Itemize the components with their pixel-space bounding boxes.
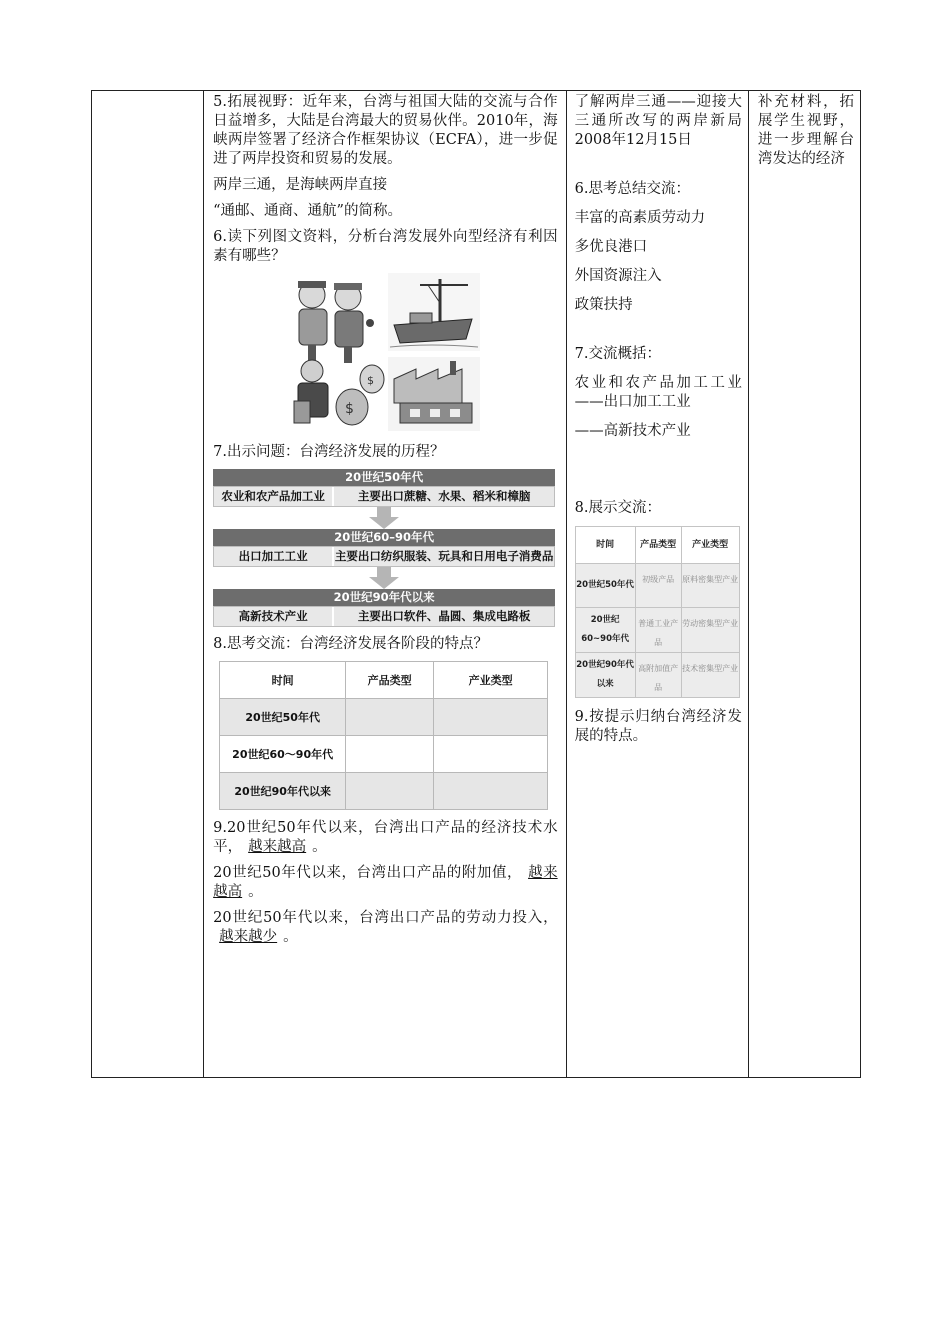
stage-cell-empty — [346, 699, 434, 736]
summary-header-time: 时间 — [575, 527, 635, 564]
history-era-2: 20世纪60–90年代 — [213, 529, 555, 546]
taiwan-factors-illustration — [290, 273, 480, 433]
down-arrow-icon — [213, 507, 555, 529]
p9a-paragraph — [213, 819, 557, 857]
history-row-1 — [213, 486, 555, 507]
p9b-end: 。 — [248, 884, 263, 900]
stage-header-industry: 产业类型 — [434, 662, 548, 699]
stage-row-label: 20世纪50年代 — [220, 699, 346, 736]
history-row-2 — [213, 546, 555, 567]
summary-industry-cell: 原料密集型产业 — [681, 564, 739, 608]
summary-product-cell: 初级产品 — [635, 564, 681, 608]
p9a-end: 。 — [312, 839, 327, 855]
summary-header-industry: 产业类型 — [681, 527, 739, 564]
history-industry-2: 出口加工工业 — [214, 547, 334, 566]
summary-row-label: 20世纪60~90年代 — [575, 608, 635, 653]
summary-industry-cell: 技术密集型产业 — [681, 653, 739, 698]
history-exports-2: 主要出口纺织服装、玩具和日用电子消费品 — [334, 549, 554, 563]
stage-header-time: 时间 — [220, 662, 346, 699]
p9a-text: 9.20世纪50年代以来，台湾出口产品的经济技术水平， — [213, 820, 558, 855]
history-industry-3: 高新技术产业 — [214, 607, 334, 626]
lesson-plan-table — [91, 90, 861, 1078]
stage-header-product: 产品类型 — [346, 662, 434, 699]
summary-row-label: 20世纪50年代 — [575, 564, 635, 608]
santong-line-2: “通邮、通商、通航”的简称。 — [213, 203, 402, 219]
stage-row-label: 20世纪90年代以来 — [220, 773, 346, 810]
p9c-paragraph — [213, 909, 557, 947]
p9c-answer: 越来越少 — [219, 929, 278, 945]
history-exports-3: 主要出口软件、晶圆、集成电路板 — [357, 609, 531, 623]
p9a-answer: 越来越高 — [248, 839, 307, 855]
summary-product-cell: 高附加值产品 — [635, 653, 681, 698]
p9c-text: 20世纪50年代以来，台湾出口产品的劳动力投入， — [213, 910, 558, 926]
factor-item: 外国资源注入 — [574, 268, 662, 284]
p9b-text: 20世纪50年代以来，台湾出口产品的附加值， — [213, 865, 523, 881]
stage-cell-empty — [346, 773, 434, 810]
down-arrow-icon — [213, 567, 555, 589]
history-era-3: 20世纪90年代以来 — [213, 589, 555, 606]
design-intent-text: 补充材料，拓展学生视野，进一步理解台湾发达的经济 — [757, 94, 854, 167]
port-ship-figure — [388, 273, 480, 351]
stage-table — [219, 661, 548, 810]
factor-item: 政策扶持 — [574, 297, 633, 313]
intro-paragraph: 了解两岸三通——迎接大三通所改写的两岸新局 2008年12月15日 — [574, 94, 742, 148]
p9c-end: 。 — [283, 929, 298, 945]
p5-paragraph: 5.拓展视野：近年来，台湾与祖国大陆的交流与合作日益增多，大陆是台湾最大的贸易伙伴。2010年，海峡两岸签署了经济合作框架协议（ECFA），进一步促进了两岸投资和贸易的发展。 — [213, 94, 558, 167]
history-chart — [213, 469, 555, 627]
history-exports-1: 主要出口蔗糖、水果、稻米和樟脑 — [357, 489, 531, 503]
factory-figure — [388, 357, 480, 431]
summary-product-cell: 普通工业产品 — [635, 608, 681, 653]
factor-item: 丰富的高素质劳动力 — [574, 210, 706, 226]
stage-cell-empty — [434, 699, 548, 736]
summary-row-label: 20世纪90年代以来 — [575, 653, 635, 698]
santong-line-1: 两岸三通，是海峡两岸直接 — [213, 177, 388, 193]
money-bags-figure — [294, 360, 384, 425]
blank-column-cell — [92, 91, 204, 1078]
stage-cell-empty — [434, 736, 548, 773]
summary-industry-cell: 劳动密集型产业 — [681, 608, 739, 653]
p9b-paragraph — [213, 864, 557, 902]
factor-item: 多优良港口 — [574, 239, 648, 255]
svg-text:$: $ — [367, 374, 375, 387]
history-industry-1: 农业和农产品加工业 — [214, 487, 334, 506]
stage-cell-empty — [434, 773, 548, 810]
p8-paragraph: 8.思考交流：台湾经济发展各阶段的特点？ — [213, 636, 488, 652]
h7-heading: 7.交流概括： — [574, 346, 661, 362]
p9b-answer: 越来越高 — [213, 865, 558, 900]
summary-line-1: 农业和农产品加工工业——出口加工工业 — [574, 375, 742, 410]
summary-table — [575, 526, 740, 698]
student-activity-cell — [566, 91, 748, 1078]
p7-paragraph: 7.出示问题：台湾经济发展的历程？ — [213, 444, 445, 460]
history-era-1: 20世纪50年代 — [213, 469, 555, 486]
teacher-activity-cell — [204, 91, 566, 1078]
h8-heading: 8.展示交流： — [574, 500, 661, 516]
p6-paragraph: 6.读下列图文资料，分析台湾发展外向型经济有利因素有哪些？ — [213, 229, 558, 264]
stage-row-label: 20世纪60～90年代 — [220, 736, 346, 773]
history-row-3 — [213, 606, 555, 627]
summary-line-2: ——高新技术产业 — [574, 423, 691, 439]
summary-header-product: 产品类型 — [635, 527, 681, 564]
stage-cell-empty — [346, 736, 434, 773]
p9-paragraph: 9.按提示归纳台湾经济发展的特点。 — [574, 709, 742, 744]
svg-text:$: $ — [345, 401, 355, 417]
design-intent-cell — [748, 91, 860, 1078]
workers-figure — [298, 281, 374, 363]
h6-heading: 6.思考总结交流： — [574, 181, 690, 197]
